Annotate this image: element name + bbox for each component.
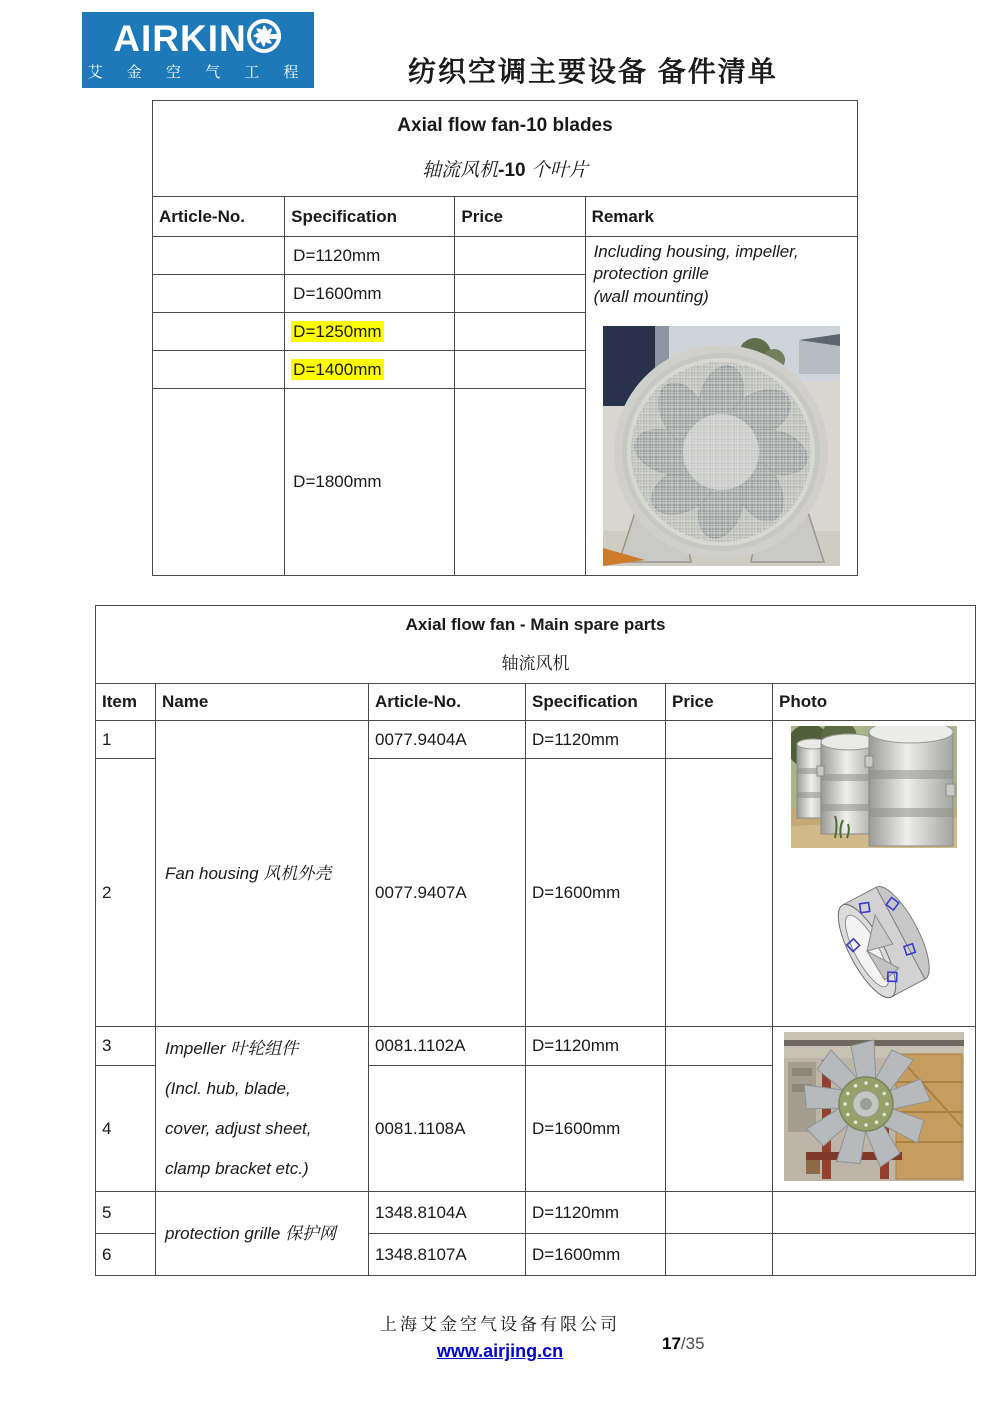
price-cell <box>666 759 773 1027</box>
table2-title: Axial flow fan - Main spare parts <box>405 615 666 634</box>
table1-title-cell <box>153 101 858 197</box>
photo-cell-fan-housing <box>773 721 976 1027</box>
photo-cell <box>773 1234 976 1276</box>
spec-cell <box>285 313 455 351</box>
item-cell: 1 <box>96 721 156 759</box>
logo-subtitle: 艾 金 空 气 工 程 <box>87 64 309 81</box>
col-article-no: Article-No. <box>153 197 285 237</box>
article-cell <box>153 389 285 576</box>
spec-value-highlighted: D=1400mm <box>293 359 382 379</box>
spec-value-highlighted: D=1250mm <box>293 321 382 341</box>
col-remark: Remark <box>585 197 857 237</box>
fan-logo-icon <box>245 17 283 60</box>
article-cell: 1348.8107A <box>369 1234 526 1276</box>
price-cell <box>666 1066 773 1192</box>
spec-cell: D=1600mm <box>526 1234 666 1276</box>
article-cell: 0081.1102A <box>369 1027 526 1066</box>
airking-logo <box>82 12 314 88</box>
impeller-note-line: (Incl. hub, blade, <box>165 1079 291 1099</box>
table2-subtitle: 轴流风机 <box>501 654 570 673</box>
spec-cell <box>285 351 455 389</box>
price-cell <box>666 721 773 759</box>
col-item: Item <box>96 684 156 721</box>
remark-line: Including housing, impeller, <box>593 242 799 261</box>
axial-fan-table <box>152 100 858 576</box>
item-cell: 2 <box>96 759 156 1027</box>
table1-title: Axial flow fan-10 blades <box>397 115 613 136</box>
spec-cell: D=1120mm <box>526 721 666 759</box>
fan-housing-photo <box>773 726 975 853</box>
photo-cell <box>773 1192 976 1234</box>
price-cell <box>455 237 585 275</box>
table1-subtitle: 轴流风机-10 个叶片 <box>422 160 588 181</box>
article-cell <box>153 313 285 351</box>
spare-parts-table <box>95 605 976 1276</box>
col-photo: Photo <box>773 684 976 721</box>
spec-cell: D=1600mm <box>526 759 666 1027</box>
article-cell <box>153 351 285 389</box>
page-number-total: /35 <box>680 1334 705 1353</box>
table-row <box>96 721 976 759</box>
remark-cell <box>585 237 857 576</box>
price-cell <box>666 1192 773 1234</box>
item-cell: 3 <box>96 1027 156 1066</box>
spec-cell: D=1600mm <box>526 1066 666 1192</box>
impeller-note-line: clamp bracket etc.) <box>165 1158 309 1178</box>
col-name: Name <box>156 684 369 721</box>
col-specification: Specification <box>526 684 666 721</box>
company-name: 上海艾金空气设备有限公司 <box>380 1315 620 1334</box>
article-cell <box>153 237 285 275</box>
photo-cell-impeller <box>773 1027 976 1192</box>
article-cell: 1348.8104A <box>369 1192 526 1234</box>
page-footer <box>0 1310 1000 1362</box>
col-price: Price <box>455 197 585 237</box>
remark-line: protection grille <box>593 264 709 284</box>
col-price: Price <box>666 684 773 721</box>
table-row <box>96 1027 976 1066</box>
table-row <box>153 237 858 275</box>
price-cell <box>666 1027 773 1066</box>
remark-line: (wall mounting) <box>593 286 709 306</box>
article-cell: 0077.9407A <box>369 759 526 1027</box>
article-cell: 0081.1108A <box>369 1066 526 1192</box>
spec-value: D=1120mm <box>293 245 381 265</box>
item-cell: 5 <box>96 1192 156 1234</box>
col-article-no: Article-No. <box>369 684 526 721</box>
article-cell <box>153 275 285 313</box>
col-specification: Specification <box>285 197 455 237</box>
page-number-current: 17 <box>662 1334 681 1353</box>
name-cell-fan-housing: Fan housing 风机外壳 <box>156 721 369 1027</box>
table2-title-cell <box>96 606 976 684</box>
price-cell <box>455 351 585 389</box>
table2-header-row <box>96 684 976 721</box>
article-cell: 0077.9404A <box>369 721 526 759</box>
spec-cell <box>285 237 455 275</box>
spec-cell <box>285 275 455 313</box>
axial-fan-photo <box>594 326 849 571</box>
page-title: 纺织空调主要设备 备件清单 <box>408 56 778 87</box>
name-cell-impeller: Impeller 叶轮组件 (Incl. hub, blade, cover, adjust sheet, clamp bracket etc.) <box>156 1027 369 1192</box>
table-row <box>96 1192 976 1234</box>
price-cell <box>455 389 585 576</box>
website-link[interactable]: www.airjing.cn <box>436 1341 564 1361</box>
item-cell: 4 <box>96 1066 156 1192</box>
item-cell: 6 <box>96 1234 156 1276</box>
spec-cell: D=1120mm <box>526 1027 666 1066</box>
impeller-photo <box>773 1032 975 1186</box>
fan-housing-cad-drawing <box>773 873 975 1020</box>
spec-cell: D=1120mm <box>526 1192 666 1234</box>
spec-cell <box>285 389 455 576</box>
table1-header-row <box>153 197 858 237</box>
page-number <box>662 1334 705 1354</box>
impeller-note-line: cover, adjust sheet, <box>165 1119 312 1138</box>
price-cell <box>455 313 585 351</box>
logo-brand-text: AIRKIN <box>113 17 247 59</box>
name-cell-protection-grille: protection grille 保护网 <box>156 1192 369 1276</box>
spec-value: D=1600mm <box>293 283 382 303</box>
spec-value: D=1800mm <box>293 472 382 492</box>
price-cell <box>455 275 585 313</box>
price-cell <box>666 1234 773 1276</box>
